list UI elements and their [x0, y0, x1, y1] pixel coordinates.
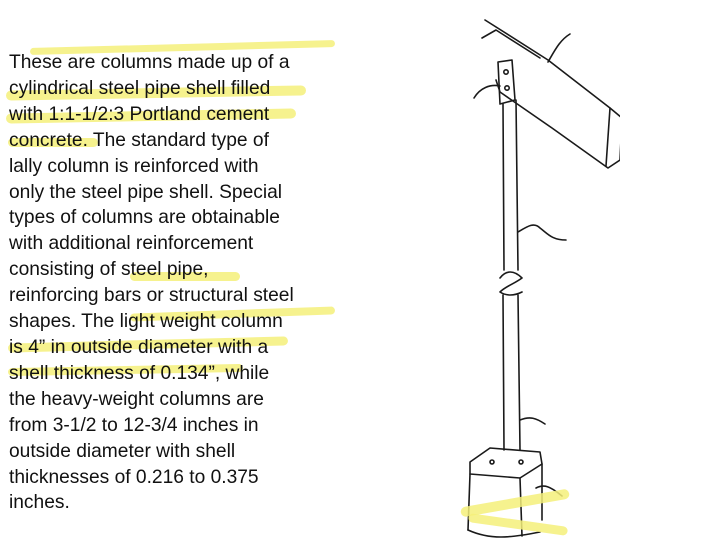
beam-top [482, 30, 540, 58]
paragraph-line: the heavy-weight columns are [9, 388, 264, 410]
paragraph-line: thicknesses of 0.216 to 0.375 [9, 466, 259, 488]
paragraph-line: concrete. The standard type of [9, 129, 269, 151]
leader-line [474, 86, 500, 99]
column-shaft-left [503, 104, 504, 450]
pier-bottom [468, 530, 540, 537]
column-sketch-drawing [440, 10, 620, 550]
body-paragraph [9, 50, 339, 516]
paragraph-line: reinforcing bars or structural steel [9, 285, 294, 307]
paragraph-line: shapes. The light weight column [9, 311, 283, 333]
paragraph-line: only the steel pipe shell. Special [9, 181, 283, 203]
bolt [505, 86, 509, 90]
paragraph-line: from 3-1/2 to 12-3/4 inches in [9, 414, 259, 436]
base-plate [470, 448, 542, 478]
paragraph-line: inches. [9, 492, 70, 514]
leader-line [518, 225, 566, 240]
bolt [519, 460, 523, 464]
section-break [500, 272, 522, 295]
paragraph-line: types of columns are obtainable [9, 207, 280, 229]
beam [485, 20, 620, 168]
leader-line [520, 418, 545, 424]
paragraph-line: consisting of steel pipe, [9, 259, 209, 281]
paragraph-line: shell thickness of 0.134”, while [9, 362, 270, 384]
bolt [504, 70, 508, 74]
paragraph-line: with additional reinforcement [9, 233, 254, 255]
paragraph-line: is 4” in outside diameter with a [9, 336, 269, 358]
paragraph-line: outside diameter with shell [9, 440, 236, 462]
paragraph-line: These are columns made up of a [9, 52, 290, 73]
lally-column-sketch [440, 10, 620, 550]
leader-line [548, 34, 570, 62]
beam-edge [606, 108, 610, 166]
paragraph-line: cylindrical steel pipe shell filled [9, 77, 271, 99]
paragraph-line: lally column is reinforced with [9, 155, 259, 177]
bolt [490, 460, 494, 464]
paragraph-line: with 1:1-1/2:3 Portland cement [9, 103, 270, 125]
